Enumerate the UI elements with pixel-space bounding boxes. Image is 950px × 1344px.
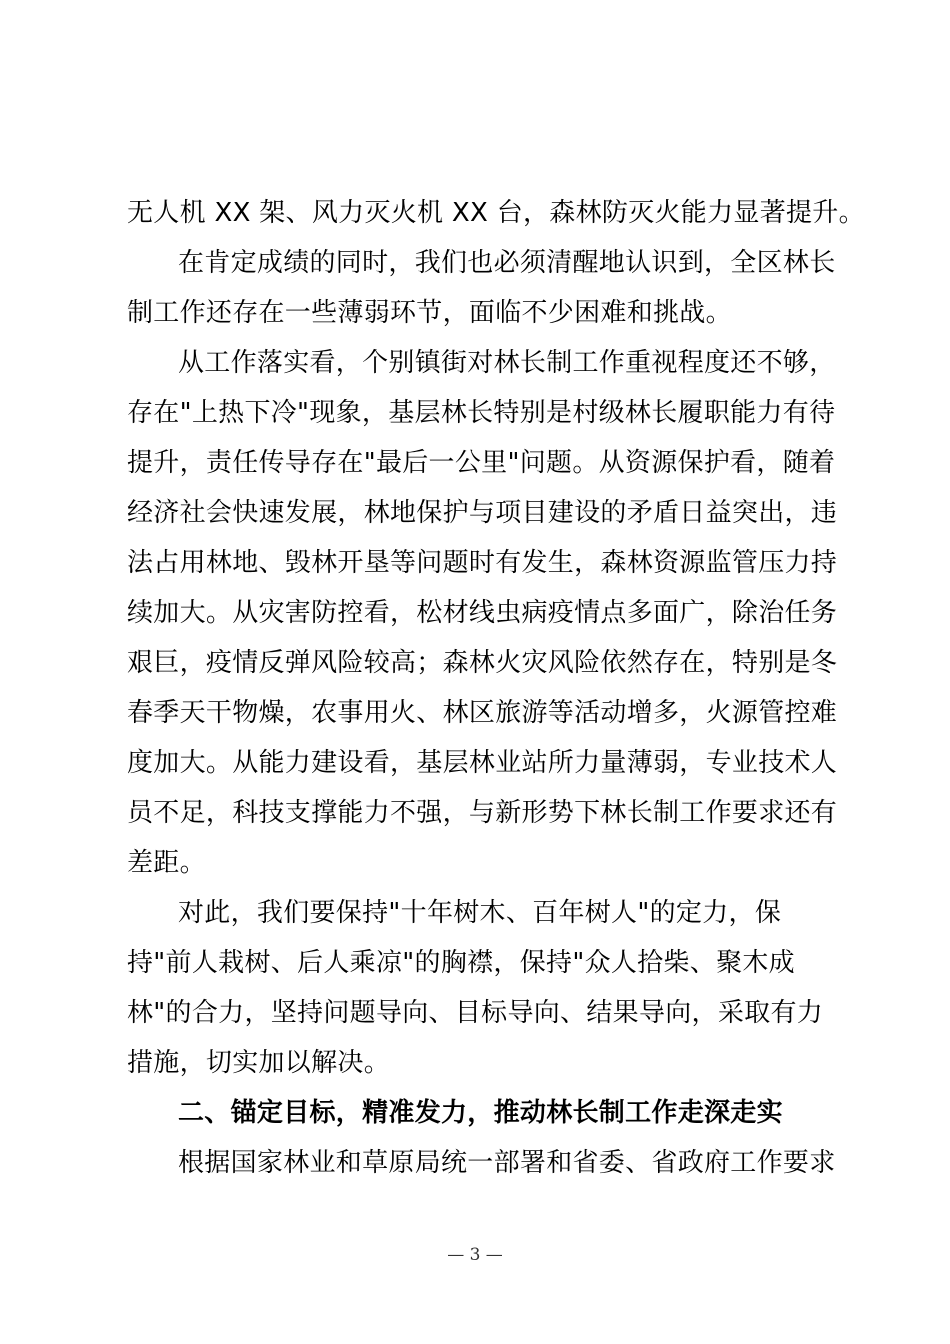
section-heading: 二、锚定目标，精准发力，推动林长制工作走深走实 xyxy=(178,1098,783,1128)
paragraph-line: 续加大。从灾害防控看，松材线虫病疫情点多面广，除治任务 xyxy=(127,598,838,628)
paragraph-line: 提升，责任传导存在"最后一公里"问题。从资源保护看，随着 xyxy=(127,448,836,478)
paragraph-line: 差距。 xyxy=(127,848,206,878)
paragraph-line: 在肯定成绩的同时，我们也必须清醒地认识到，全区林长 xyxy=(178,248,836,278)
paragraph-line: 措施，切实加以解决。 xyxy=(127,1048,391,1078)
paragraph-line: 员不足，科技支撑能力不强，与新形势下林长制工作要求还有 xyxy=(127,798,838,828)
paragraph-line: 根据国家林业和草原局统一部署和省委、省政府工作要求 xyxy=(178,1148,836,1178)
paragraph-line: 对此，我们要保持"十年树木、百年树人"的定力，保 xyxy=(178,898,782,928)
paragraph-line: 春季天干物燥，农事用火、林区旅游等活动增多，火源管控难 xyxy=(127,698,838,728)
paragraph-line: 制工作还存在一些薄弱环节，面临不少困难和挑战。 xyxy=(127,298,732,328)
paragraph-line: 持"前人栽树、后人乘凉"的胸襟，保持"众人拾柴、聚木成 xyxy=(127,948,795,978)
paragraph-line: 存在"上热下冷"现象，基层林长特别是村级林长履职能力有待 xyxy=(127,398,836,428)
paragraph-line: 法占用林地、毁林开垦等问题时有发生，森林资源监管压力持 xyxy=(127,548,838,578)
paragraph-line: 从工作落实看，个别镇街对林长制工作重视程度还不够， xyxy=(178,348,836,378)
paragraph-line: 度加大。从能力建设看，基层林业站所力量薄弱，专业技术人 xyxy=(127,748,838,778)
page-number: — 3 — xyxy=(447,1245,503,1265)
paragraph-line: 艰巨，疫情反弹风险较高；森林火灾风险依然存在，特别是冬 xyxy=(127,648,838,678)
paragraph-line: 无人机 XX 架、风力灭火机 XX 台，森林防灭火能力显著提升。 xyxy=(127,198,865,228)
paragraph-line: 林"的合力，坚持问题导向、目标导向、结果导向，采取有力 xyxy=(127,998,824,1028)
paragraph-line: 经济社会快速发展，林地保护与项目建设的矛盾日益突出，违 xyxy=(127,498,838,528)
